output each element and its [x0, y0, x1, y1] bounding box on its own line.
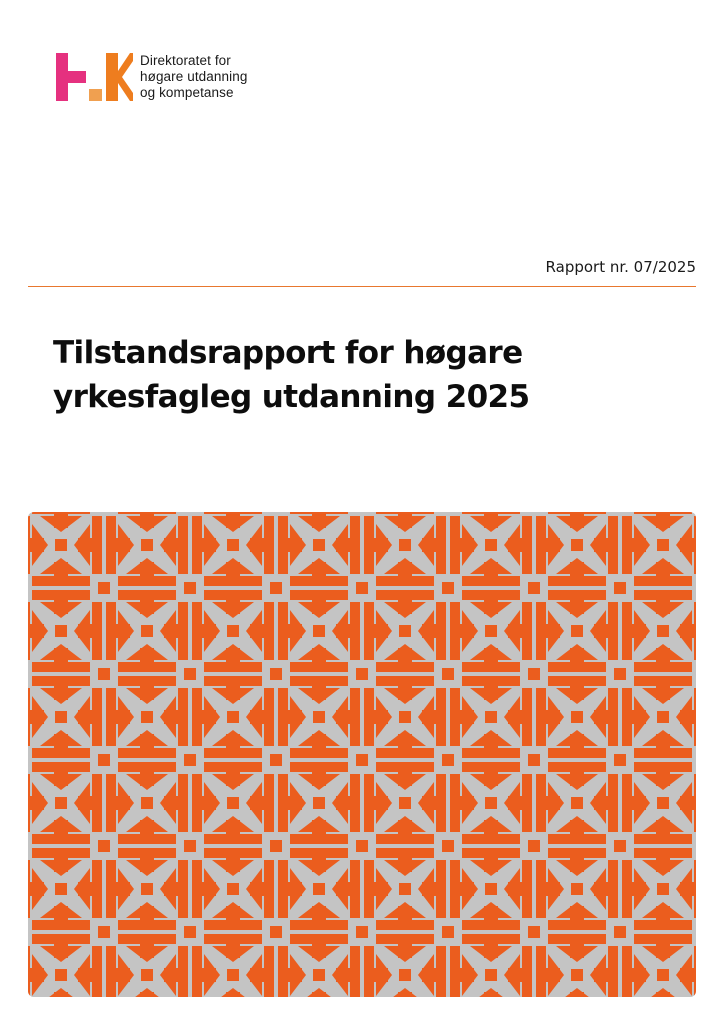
hkdir-logo-icon [56, 53, 134, 103]
header-divider [28, 286, 696, 287]
cover-pattern [28, 512, 696, 997]
hkdir-logo [56, 53, 296, 103]
logo-text-line1: Direktoratet for [140, 53, 231, 68]
pattern-fill [28, 512, 696, 997]
report-title [53, 331, 673, 419]
report-title-line2: yrkesfagleg utdanning 2025 [53, 379, 530, 415]
pattern-svg [28, 512, 696, 997]
logo-text-line3: og kompetanse [140, 85, 234, 100]
report-title-line1: Tilstandsrapport for høgare [53, 335, 523, 371]
logo-text-line2: høgare utdanning [140, 69, 248, 84]
logo-text [140, 53, 247, 101]
report-number: Rapport nr. 07/2025 [545, 258, 696, 276]
